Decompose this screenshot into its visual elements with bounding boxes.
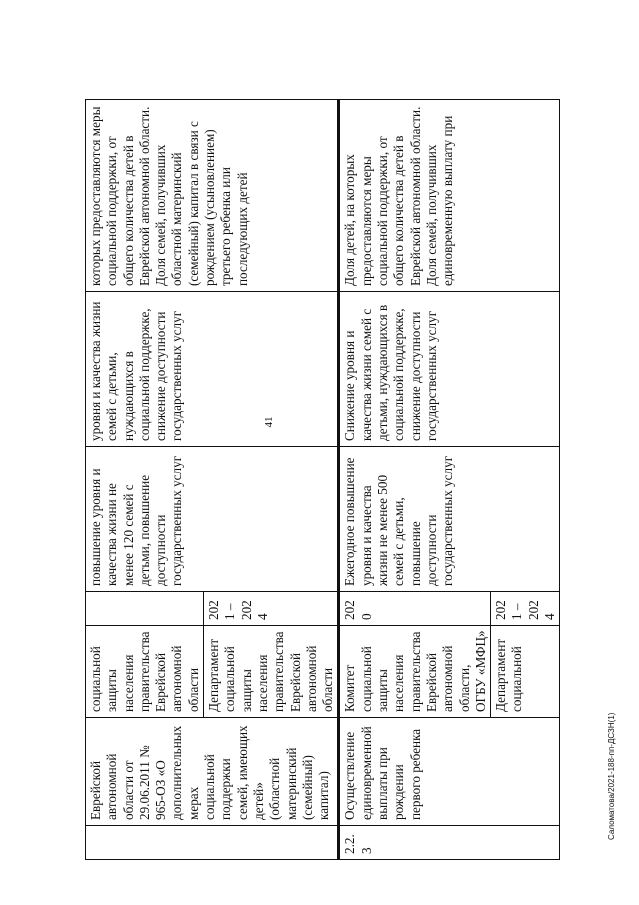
program-measures-table	[85, 99, 560, 860]
executor-cell: Департамент социальной защиты населения правительства Еврейской автономной области	[204, 626, 339, 718]
row-number-cell: 2.2.3	[339, 826, 560, 860]
executor-cell: Комитет социальной защиты населения правительства Еврейской автономной области, ОГБУ «МФЦ»	[339, 626, 491, 718]
indicator-cell: Доля детей, на которых предоставляются меры социальной поддержки, от общего количества детей в Еврейской автономной области. Доля семей, получивших единовременную выплату при	[339, 100, 560, 292]
result-cell: Ежегодное повышение уровня и качества жизни не менее 500 семей с детьми, повышение доступности государственных услуг	[339, 447, 560, 592]
table-row	[339, 100, 491, 860]
year-cell	[86, 592, 204, 626]
activity-cell: Еврейской автономной области от 29.06.2011 № 965-ОЗ «О дополнительных мерах социальной поддержки семей, имеющих детей» (областной материнский (семейный) капитал)	[86, 718, 339, 826]
year-cell: 2021 – 2024	[204, 592, 339, 626]
executor-cell: социальной защиты населения правительства Еврейской автономной области	[86, 626, 204, 718]
activity-cell: Осуществление единовременной выплаты при рождении первого ребенка	[339, 718, 560, 826]
year-cell: 2020	[339, 592, 491, 626]
indicator-cell: которых предоставляются меры социальной поддержки, от общего количества детей в Еврейской автономной области. Доля семей, получивших областной материнский (семейный) капитал в связи с рождением (усыновлением) третьего ребенка или последующих детей	[86, 100, 339, 292]
result-cell: повышение уровня и качества жизни не менее 120 семей с детьми, повышение доступности государственных услуг	[86, 447, 339, 592]
table-row	[86, 100, 204, 860]
impact-cell: уровня и качества жизни семей с детьми, нуждающихся в социальной поддержке, снижение доступности государственных услуг	[86, 292, 339, 447]
page-number: 41	[263, 416, 275, 428]
rotated-table-container	[85, 100, 558, 860]
year-cell: 2021 – 2024	[491, 592, 560, 626]
document-footer: Саломатова/2021-188-пп-ДСЗН(1)	[607, 712, 616, 840]
executor-cell: Департамент социальной	[491, 626, 560, 718]
impact-cell: Снижение уровня и качества жизни семей с детьми, нуждающихся в социальной поддержке, снижение доступности государственных услуг	[339, 292, 560, 447]
row-number-cell	[86, 826, 339, 860]
